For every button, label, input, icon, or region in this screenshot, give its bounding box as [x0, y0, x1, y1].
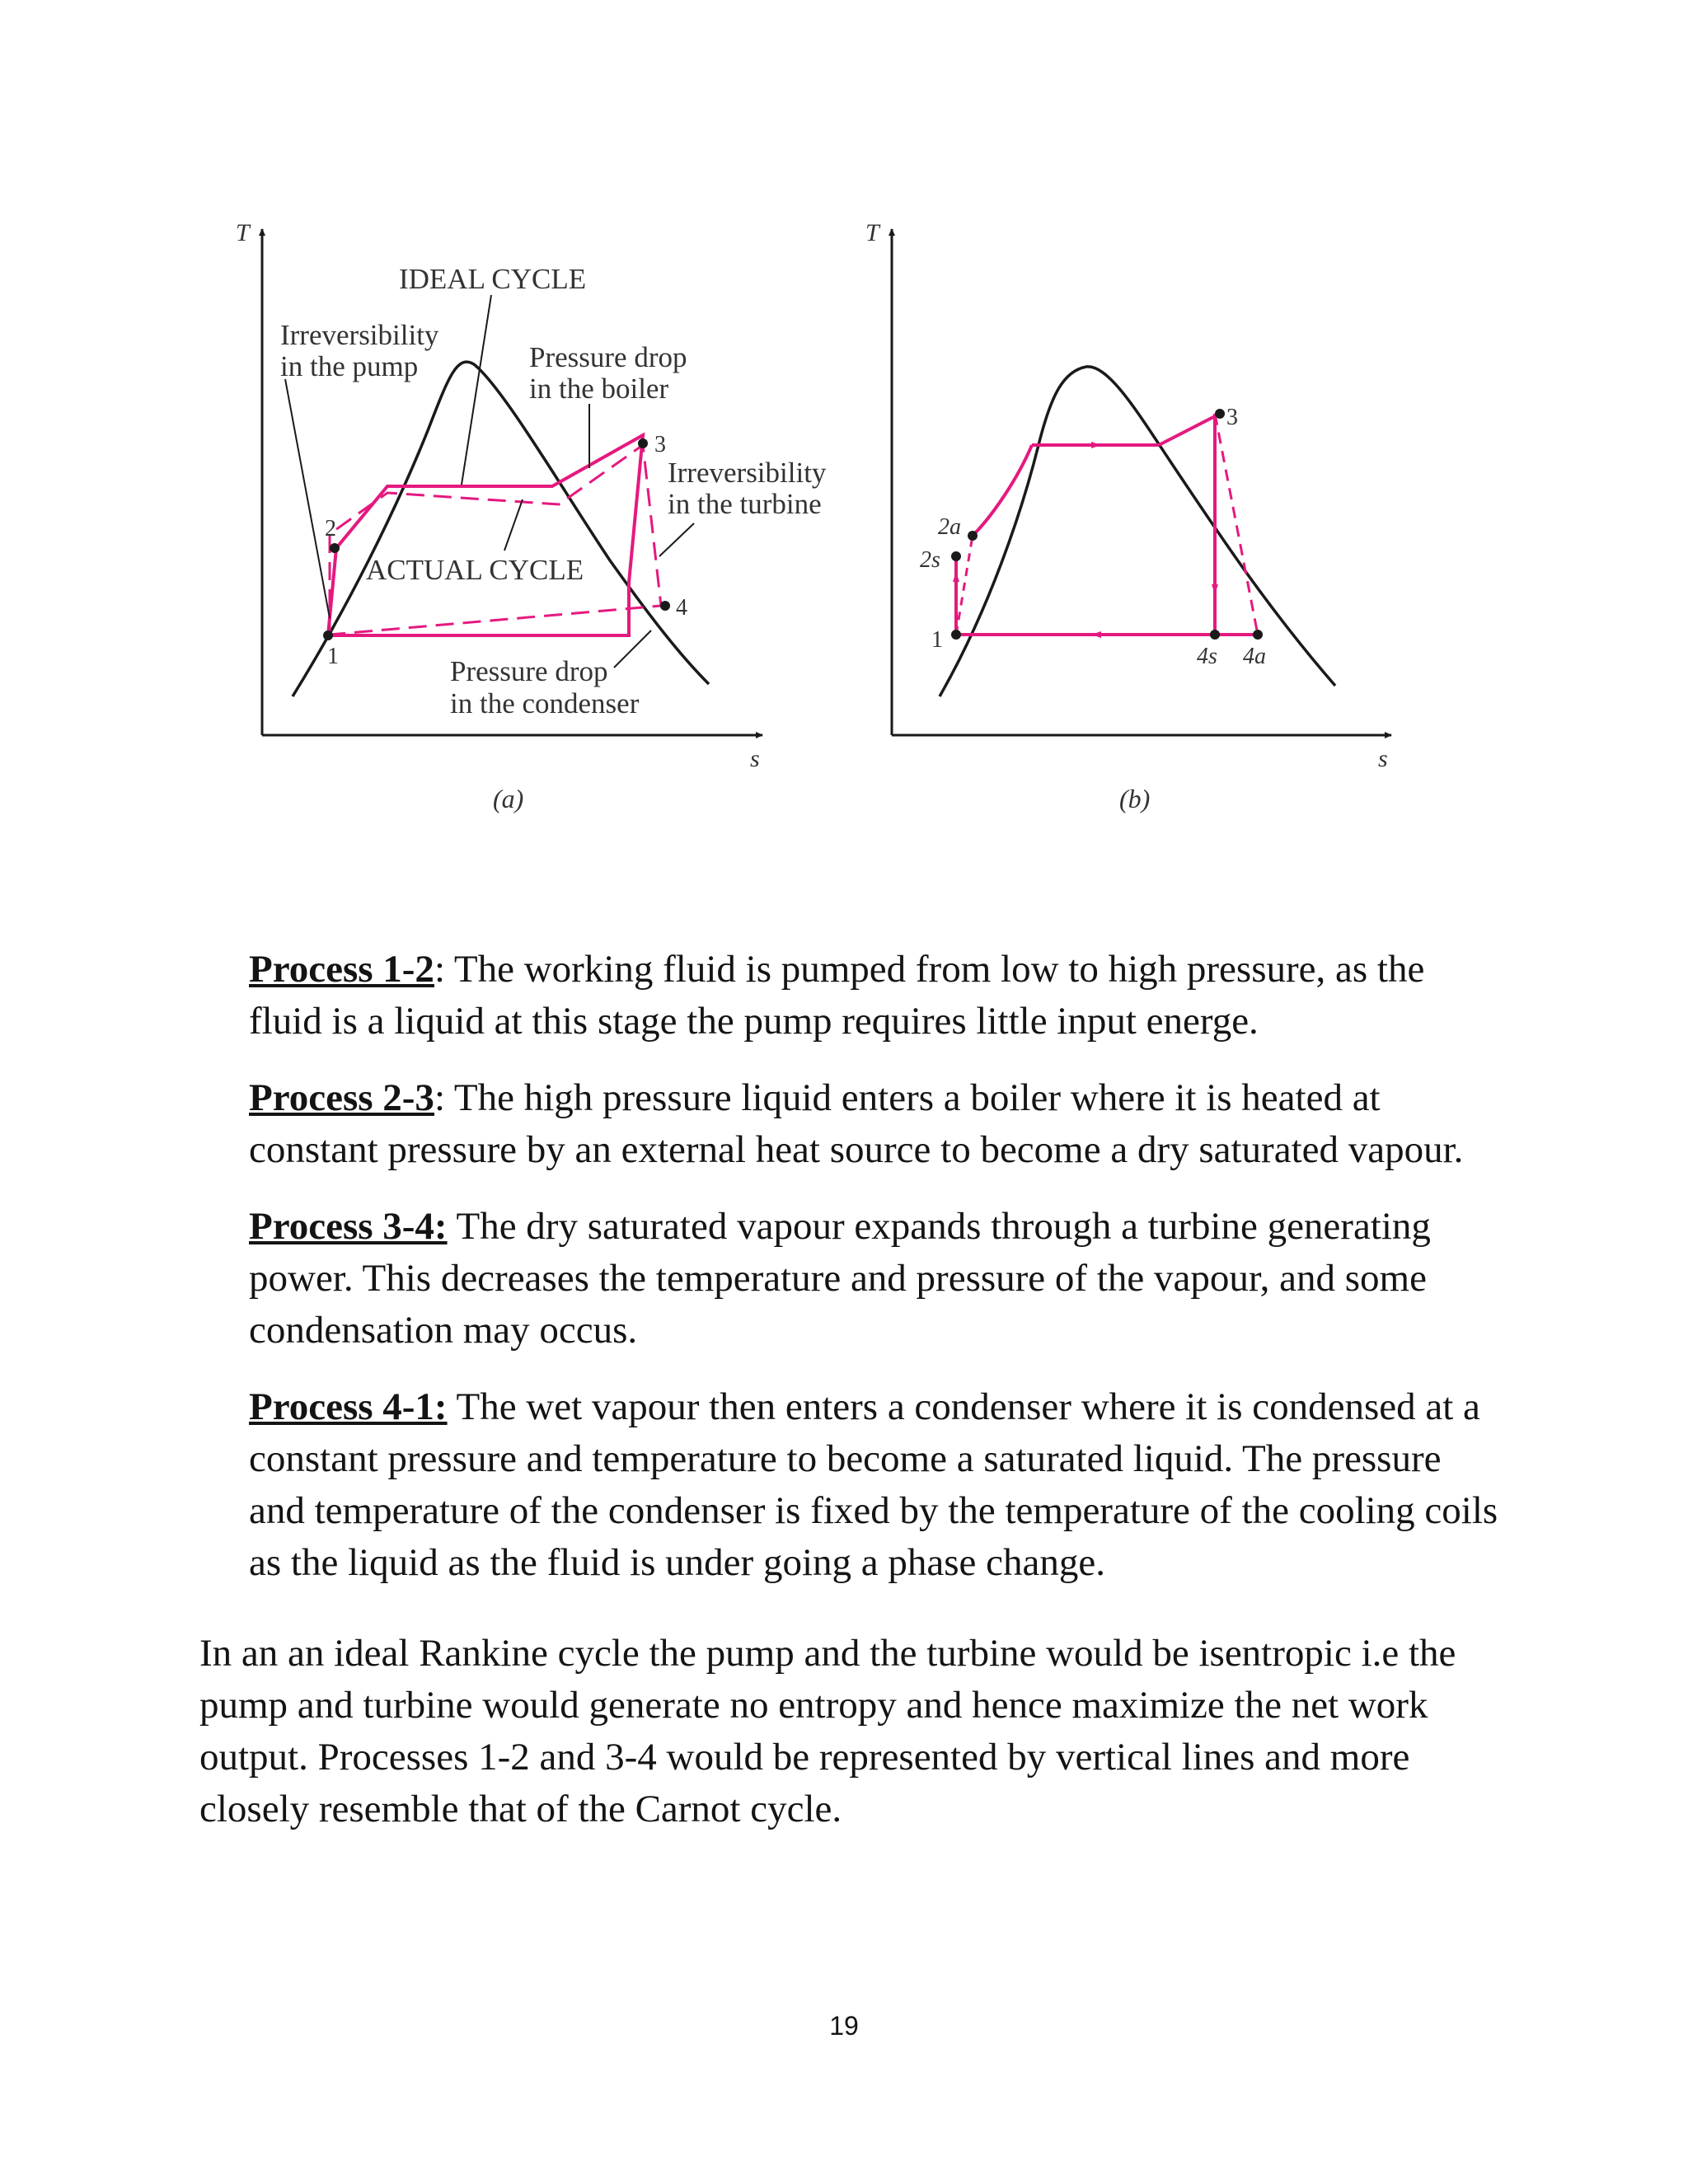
- diagram-a-pump-label-line1: Irreversibility: [280, 319, 439, 351]
- diagram-b-state-point-2a: [968, 531, 978, 541]
- diagram-a-state-point-3: [638, 438, 648, 448]
- process-2-3: [249, 1072, 1502, 1176]
- diagram-a-boiler-label-line2: in the boiler: [529, 373, 669, 405]
- process-4-1-text: The wet vapour then enters a condenser where it is condensed at a constant pressure and temperature to become a saturated liquid. The pressure and temperature of the condenser is fixed by the temperature of the cooling coils as the liquid as the fluid is under going a phase change.: [249, 1385, 1498, 1584]
- process-descriptions: [249, 944, 1502, 1614]
- diagram-b-state-point-1: [951, 630, 961, 640]
- diagram-b-point-1-label: 1: [931, 627, 943, 653]
- diagram-a-state-point-4: [660, 601, 670, 611]
- diagram-b-state-point-2s: [951, 551, 961, 561]
- process-4-1-title: Process 4-1:: [249, 1385, 448, 1428]
- process-2-3-separator: :: [434, 1076, 445, 1119]
- ts-diagrams-figure: [0, 0, 1688, 890]
- process-1-2-text: The working fluid is pumped from low to high pressure, as the fluid is a liquid at this stage the pump requires little input energe.: [249, 948, 1425, 1043]
- diagram-b-actual-turbine-line: [1215, 414, 1258, 635]
- diagram-a-pump-label-line2: in the pump: [280, 350, 419, 382]
- diagram-a-leader-turbine: [659, 523, 694, 556]
- diagram-b: [865, 219, 1391, 813]
- diagram-b-state-point-3: [1215, 409, 1225, 419]
- diagram-a-actual-cycle: [328, 435, 643, 635]
- diagram-b-point-2s-label: 2s: [920, 547, 940, 573]
- diagram-b-caption: (b): [1119, 784, 1151, 813]
- diagram-a-boiler-label-line1: Pressure drop: [529, 341, 687, 373]
- diagram-a-caption: (a): [493, 784, 524, 813]
- diagram-b-heating-line: [973, 445, 1032, 536]
- diagram-a: [236, 219, 827, 813]
- diagram-a-leader-pump: [285, 379, 330, 618]
- diagram-b-state-point-4s: [1210, 630, 1220, 640]
- diagram-a-point-1-label: 1: [327, 644, 339, 669]
- diagram-b-state-point-4a: [1253, 630, 1263, 640]
- process-1-2: [249, 944, 1502, 1047]
- diagram-a-point-3-label: 3: [654, 432, 666, 457]
- diagram-b-x-axis-label: s: [1378, 745, 1388, 772]
- diagram-a-x-axis-label: s: [750, 745, 760, 772]
- process-3-4-title: Process 3-4:: [249, 1205, 448, 1248]
- diagram-a-condenser-label-line1: Pressure drop: [450, 655, 608, 687]
- diagram-b-saturation-dome: [940, 367, 1335, 696]
- diagram-b-point-2a-label: 2a: [938, 514, 961, 540]
- diagram-a-point-2-label: 2: [325, 516, 336, 541]
- diagram-b-actual-pump-line: [956, 536, 973, 635]
- diagram-a-point-4-label: 4: [676, 595, 687, 621]
- diagram-b-superheat-line: [1159, 414, 1220, 445]
- diagram-b-point-4a-label: 4a: [1243, 644, 1266, 669]
- diagram-a-actual-cycle-label: ACTUAL CYCLE: [366, 554, 584, 586]
- diagram-a-turbine-label-line2: in the turbine: [668, 488, 822, 520]
- diagram-a-saturation-dome: [293, 362, 709, 696]
- process-1-2-separator: :: [434, 948, 445, 991]
- diagram-b-point-4s-label: 4s: [1197, 644, 1217, 669]
- process-2-3-text: The high pressure liquid enters a boiler where it is heated at constant pressure by an external heat source to become a dry saturated vapour.: [249, 1076, 1464, 1171]
- process-3-4-text: The dry saturated vapour expands through a turbine generating power. This decreases the temperature and pressure of the vapour, and some condensation may occus.: [249, 1205, 1431, 1352]
- diagram-a-leader-ideal-cycle: [462, 295, 491, 485]
- process-4-1: [249, 1381, 1502, 1589]
- diagram-a-state-point-1: [323, 630, 333, 640]
- diagram-a-ideal-cycle-label: IDEAL CYCLE: [399, 263, 587, 295]
- rankine-summary-paragraph: In an an ideal Rankine cycle the pump and the turbine would be isentropic i.e the pump and turbine would generate no entropy and hence maximize the net work output. Processes 1-2 and 3-4 would be represented by vertical lines and more closely resemble that of the Carnot cycle.: [199, 1632, 1456, 1830]
- diagram-b-y-axis-label: T: [865, 219, 879, 246]
- diagram-a-condenser-label-line2: in the condenser: [450, 687, 640, 719]
- diagram-b-point-3-label: 3: [1226, 405, 1238, 430]
- process-2-3-title: Process 2-3: [249, 1076, 434, 1119]
- diagram-a-turbine-label-line1: Irreversibility: [668, 457, 827, 489]
- diagram-a-leader-actual-cycle: [504, 499, 523, 551]
- page-number: 19: [829, 2011, 859, 2041]
- process-3-4: [249, 1201, 1502, 1357]
- process-1-2-title: Process 1-2: [249, 948, 434, 991]
- diagram-a-state-point-2: [330, 543, 340, 553]
- diagram-a-y-axis-label: T: [236, 219, 250, 246]
